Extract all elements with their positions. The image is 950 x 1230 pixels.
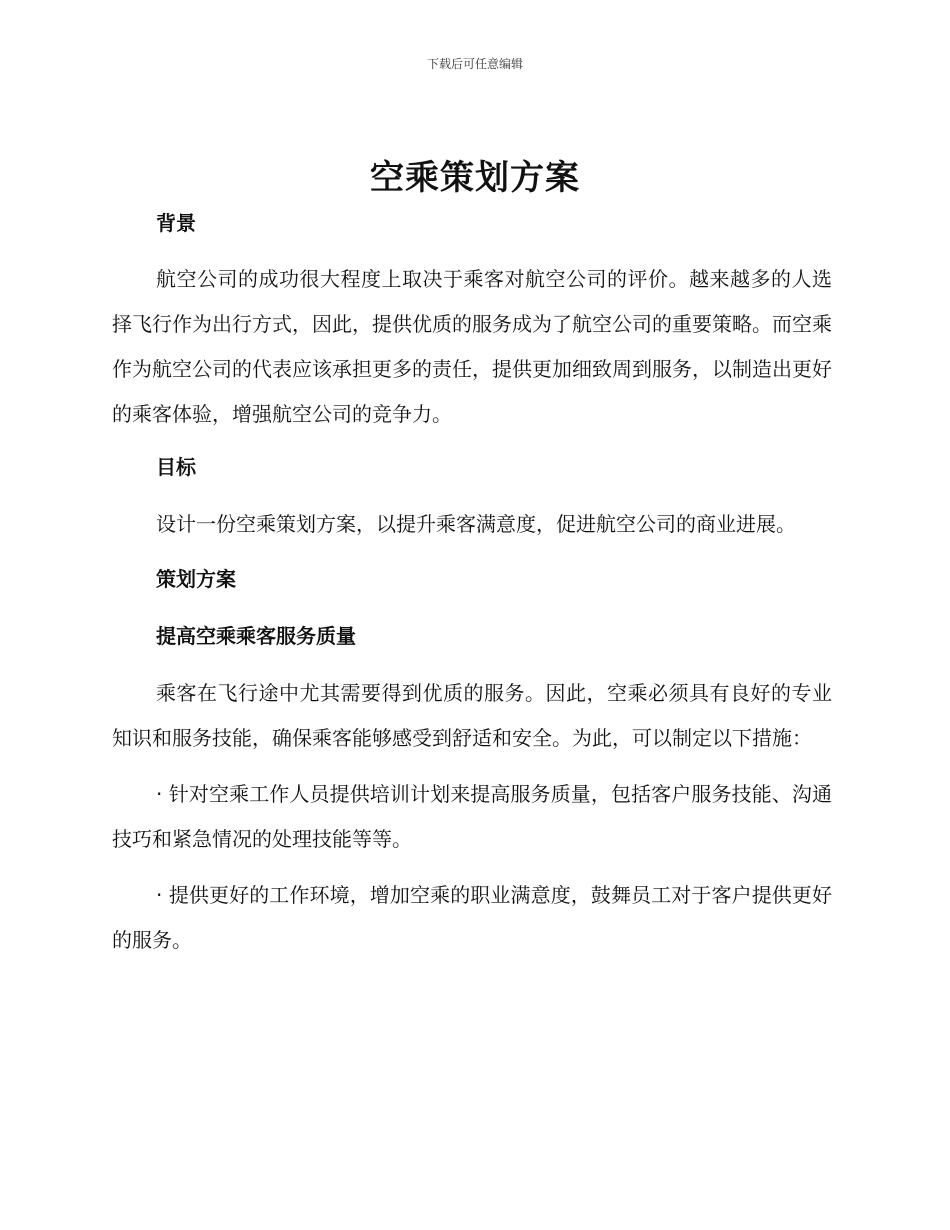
document-title: 空乘策划方案 <box>370 158 580 198</box>
document-body <box>112 203 832 963</box>
subsection-heading-service-quality: 提高空乘乘客服务质量 <box>156 624 356 648</box>
section-heading-goal: 目标 <box>156 455 196 479</box>
bullet-item-training: · 针对空乘工作人员提供培训计划来提高服务质量，包括客户服务技能、沟通技巧和紧急情况的处理技能等等。 <box>112 782 832 851</box>
paragraph-service-quality: 乘客在飞行途中尤其需要得到优质的服务。因此，空乘必须具有良好的专业知识和服务技能，确保乘客能够感受到舒适和安全。为此，可以制定以下措施： <box>112 681 832 750</box>
section-heading-plan: 策划方案 <box>156 567 236 591</box>
paragraph-goal: 设计一份空乘策划方案，以提升乘客满意度，促进航空公司的商业进展。 <box>156 512 796 536</box>
header-note: 下载后可任意编辑 <box>426 57 523 71</box>
paragraph-background: 航空公司的成功很大程度上取决于乘客对航空公司的评价。越来越多的人选择飞行作为出行方式，因此，提供优质的服务成为了航空公司的重要策略。而空乘作为航空公司的代表应该承担更多的责任，提供更加细致周到服务，以制造出更好的乘客体验，增强航空公司的竞争力。 <box>112 267 832 426</box>
bullet-item-environment: · 提供更好的工作环境，增加空乘的职业满意度，鼓舞员工对于客户提供更好的服务。 <box>112 883 832 952</box>
section-heading-background: 背景 <box>156 211 196 235</box>
